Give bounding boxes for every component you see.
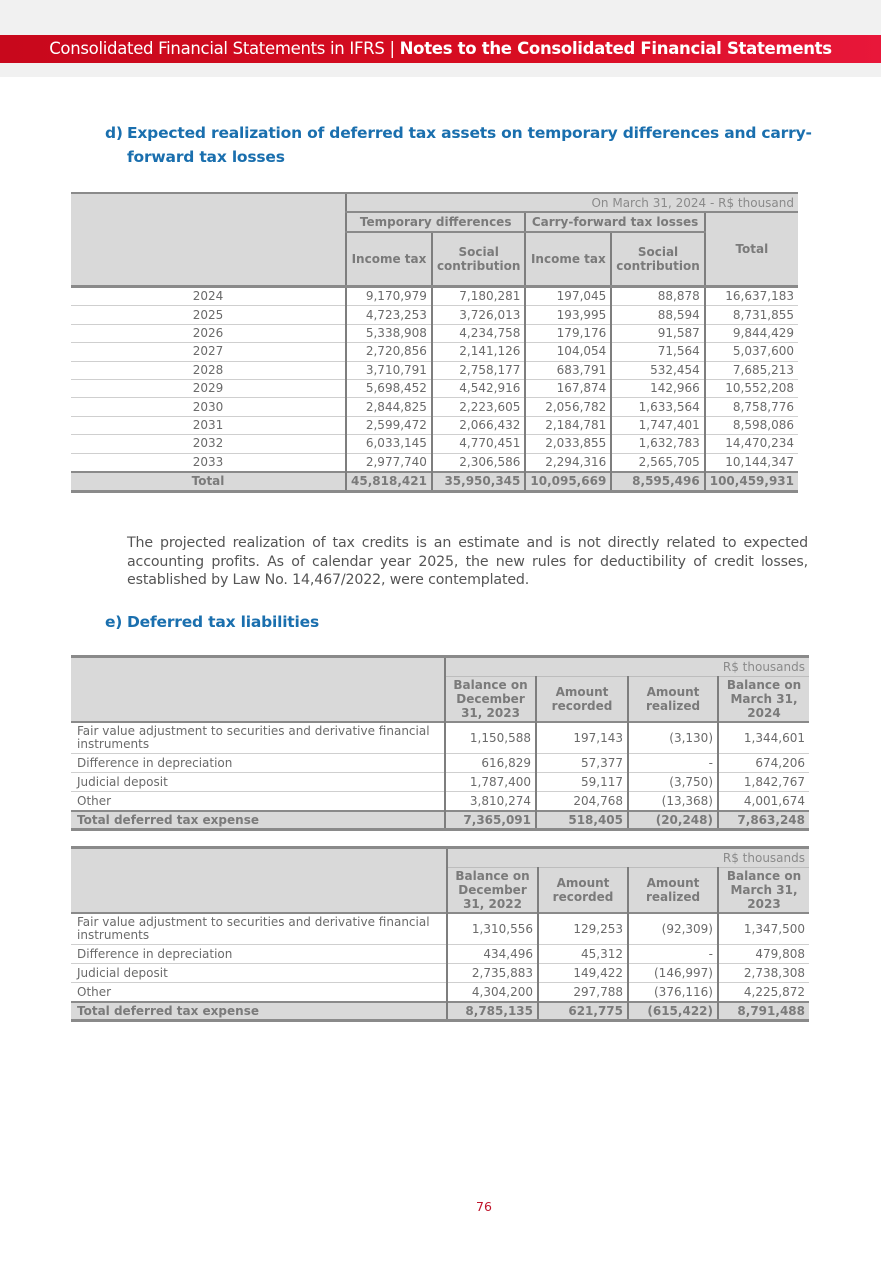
- row-label: Difference in depreciation: [71, 945, 447, 964]
- column-header-opening-balance: Balance on December 31, 2022: [447, 868, 538, 914]
- row-label: Difference in depreciation: [71, 754, 445, 773]
- row-label: Total deferred tax expense: [71, 1002, 447, 1021]
- cell: 4,304,200: [447, 983, 538, 1003]
- cell: 45,818,421: [346, 472, 432, 492]
- section-e-letter: e): [105, 613, 123, 631]
- cell: 4,234,758: [432, 324, 525, 342]
- cell: 4,001,674: [718, 792, 809, 812]
- cell: 59,117: [536, 773, 628, 792]
- deferred-tax-liabilities-table-2024: [71, 655, 809, 831]
- row-year: 2030: [71, 398, 346, 416]
- cell: 2,056,782: [525, 398, 611, 416]
- cell: (3,750): [628, 773, 718, 792]
- cell: 2,033,855: [525, 435, 611, 453]
- cell: 7,685,213: [705, 361, 798, 379]
- cell: 2,184,781: [525, 416, 611, 434]
- column-header-income-tax: Income tax: [525, 232, 611, 287]
- column-header-opening-balance: Balance on December 31, 2023: [445, 677, 536, 723]
- table-row: [71, 343, 798, 361]
- cell: 1,347,500: [718, 913, 809, 945]
- cell: (376,116): [628, 983, 718, 1003]
- cell: (20,248): [628, 811, 718, 830]
- row-year: 2029: [71, 379, 346, 397]
- table-row: [71, 792, 809, 812]
- row-year: 2033: [71, 453, 346, 472]
- cell: 8,598,086: [705, 416, 798, 434]
- cell: 5,698,452: [346, 379, 432, 397]
- column-header-amount-realized: Amount realized: [628, 868, 718, 914]
- header-separator: |: [384, 39, 400, 58]
- cell: 10,144,347: [705, 453, 798, 472]
- cell: -: [628, 754, 718, 773]
- cell: 2,738,308: [718, 964, 809, 983]
- header-left-text: Consolidated Financial Statements in IFRS: [49, 39, 385, 58]
- cell: (3,130): [628, 722, 718, 754]
- column-header-social-contribution: Social contribution: [611, 232, 704, 287]
- cell: (615,422): [628, 1002, 718, 1021]
- deferred-tax-liabilities-table-2023: [71, 846, 809, 1022]
- row-label: Total: [71, 472, 346, 492]
- cell: 8,595,496: [611, 472, 704, 492]
- section-e-title: Deferred tax liabilities: [127, 613, 319, 631]
- cell: 45,312: [538, 945, 628, 964]
- cell: 2,223,605: [432, 398, 525, 416]
- column-header-closing-balance: Balance on March 31, 2024: [718, 677, 809, 723]
- deferred-tax-assets-table: [71, 192, 798, 493]
- table-e-caption: R$ thousands: [445, 657, 809, 677]
- table-row: [71, 983, 809, 1003]
- table-d-caption: On March 31, 2024 - R$ thousand: [346, 193, 798, 212]
- cell: 2,977,740: [346, 453, 432, 472]
- cell: 621,775: [538, 1002, 628, 1021]
- header-underlay: [0, 63, 881, 77]
- cell: 2,141,126: [432, 343, 525, 361]
- cell: 9,170,979: [346, 287, 432, 306]
- cell: 8,731,855: [705, 306, 798, 324]
- row-year: 2026: [71, 324, 346, 342]
- table-row: [71, 379, 798, 397]
- cell: 16,637,183: [705, 287, 798, 306]
- row-label: Judicial deposit: [71, 964, 447, 983]
- cell: (92,309): [628, 913, 718, 945]
- row-year: 2025: [71, 306, 346, 324]
- cell: 4,770,451: [432, 435, 525, 453]
- cell: 167,874: [525, 379, 611, 397]
- cell: 4,542,916: [432, 379, 525, 397]
- column-header-closing-balance: Balance on March 31, 2023: [718, 868, 809, 914]
- table-row: [71, 913, 809, 945]
- cell: 1,842,767: [718, 773, 809, 792]
- cell: 88,594: [611, 306, 704, 324]
- cell: 9,844,429: [705, 324, 798, 342]
- cell: 479,808: [718, 945, 809, 964]
- cell: 674,206: [718, 754, 809, 773]
- row-label: Other: [71, 983, 447, 1003]
- table-d-stub-header: [71, 193, 346, 287]
- cell: 35,950,345: [432, 472, 525, 492]
- table-row: [71, 361, 798, 379]
- cell: 7,180,281: [432, 287, 525, 306]
- header-banner: [0, 35, 881, 63]
- cell: (13,368): [628, 792, 718, 812]
- cell: 8,758,776: [705, 398, 798, 416]
- column-header-amount-recorded: Amount recorded: [536, 677, 628, 723]
- cell: 518,405: [536, 811, 628, 830]
- table-d-total-row: [71, 472, 798, 492]
- cell: 2,066,432: [432, 416, 525, 434]
- cell: 1,633,564: [611, 398, 704, 416]
- cell: 71,564: [611, 343, 704, 361]
- row-year: 2028: [71, 361, 346, 379]
- cell: 57,377: [536, 754, 628, 773]
- cell: 193,995: [525, 306, 611, 324]
- cell: 10,095,669: [525, 472, 611, 492]
- cell: 434,496: [447, 945, 538, 964]
- section-d-heading: [105, 121, 820, 169]
- cell: 1,632,783: [611, 435, 704, 453]
- cell: 532,454: [611, 361, 704, 379]
- table-e-stub-header: [71, 657, 445, 723]
- table-row: [71, 453, 798, 472]
- cell: 2,720,856: [346, 343, 432, 361]
- cell: (146,997): [628, 964, 718, 983]
- table-row: [71, 416, 798, 434]
- cell: 6,033,145: [346, 435, 432, 453]
- table-e-total-row: [71, 1002, 809, 1021]
- cell: 142,966: [611, 379, 704, 397]
- cell: 7,863,248: [718, 811, 809, 830]
- cell: 1,344,601: [718, 722, 809, 754]
- cell: 2,294,316: [525, 453, 611, 472]
- cell: 2,565,705: [611, 453, 704, 472]
- row-year: 2024: [71, 287, 346, 306]
- cell: 616,829: [445, 754, 536, 773]
- cell: 2,735,883: [447, 964, 538, 983]
- section-d-letter: d): [105, 124, 123, 142]
- cell: 179,176: [525, 324, 611, 342]
- row-year: 2027: [71, 343, 346, 361]
- column-header-total: Total: [705, 212, 798, 287]
- row-label: Judicial deposit: [71, 773, 445, 792]
- page-number: 76: [476, 1199, 492, 1214]
- cell: 5,037,600: [705, 343, 798, 361]
- cell: 197,045: [525, 287, 611, 306]
- cell: 4,225,872: [718, 983, 809, 1003]
- section-e-heading: [105, 610, 505, 634]
- column-header-social-contribution: Social contribution: [432, 232, 525, 287]
- cell: 1,747,401: [611, 416, 704, 434]
- table-row: [71, 773, 809, 792]
- cell: 8,785,135: [447, 1002, 538, 1021]
- cell: 1,150,588: [445, 722, 536, 754]
- row-label: Fair value adjustment to securities and derivative financial instruments: [71, 913, 447, 945]
- cell: 2,306,586: [432, 453, 525, 472]
- row-year: 2032: [71, 435, 346, 453]
- table-row: [71, 306, 798, 324]
- column-header-income-tax: Income tax: [346, 232, 432, 287]
- top-margin: [0, 0, 881, 35]
- row-year: 2031: [71, 416, 346, 434]
- cell: 3,726,013: [432, 306, 525, 324]
- cell: 8,791,488: [718, 1002, 809, 1021]
- cell: 100,459,931: [705, 472, 798, 492]
- cell: 5,338,908: [346, 324, 432, 342]
- cell: 149,422: [538, 964, 628, 983]
- row-label: Fair value adjustment to securities and derivative financial instruments: [71, 722, 445, 754]
- cell: 2,758,177: [432, 361, 525, 379]
- row-label: Total deferred tax expense: [71, 811, 445, 830]
- cell: 7,365,091: [445, 811, 536, 830]
- group-header-temporary-differences: Temporary differences: [346, 212, 525, 232]
- table-row: [71, 754, 809, 773]
- cell: 88,878: [611, 287, 704, 306]
- cell: 4,723,253: [346, 306, 432, 324]
- cell: 14,470,234: [705, 435, 798, 453]
- column-header-amount-recorded: Amount recorded: [538, 868, 628, 914]
- cell: 683,791: [525, 361, 611, 379]
- cell: 1,310,556: [447, 913, 538, 945]
- table-e-total-row: [71, 811, 809, 830]
- table-row: [71, 287, 798, 306]
- table-row: [71, 964, 809, 983]
- table-row: [71, 435, 798, 453]
- table-row: [71, 398, 798, 416]
- table-e-caption: R$ thousands: [447, 848, 809, 868]
- table-e-stub-header: [71, 848, 447, 914]
- table-row: [71, 324, 798, 342]
- cell: 129,253: [538, 913, 628, 945]
- cell: 1,787,400: [445, 773, 536, 792]
- cell: 3,710,791: [346, 361, 432, 379]
- body-paragraph: The projected realization of tax credits is an estimate and is not directly related to expected accounting profits. As of calendar year 2025, the new rules for deductibility of credit losses, established by Law No. 14,467/2022, were contemplated.: [127, 535, 808, 588]
- cell: 2,599,472: [346, 416, 432, 434]
- group-header-carry-forward: Carry-forward tax losses: [525, 212, 704, 232]
- cell: 197,143: [536, 722, 628, 754]
- cell: 10,552,208: [705, 379, 798, 397]
- cell: 104,054: [525, 343, 611, 361]
- cell: 3,810,274: [445, 792, 536, 812]
- row-label: Other: [71, 792, 445, 812]
- cell: 91,587: [611, 324, 704, 342]
- cell: 2,844,825: [346, 398, 432, 416]
- header-right-text: Notes to the Consolidated Financial Statements: [399, 39, 832, 58]
- section-d-title: Expected realization of deferred tax assets on temporary differences and carry-forward tax losses: [127, 124, 812, 166]
- cell: 297,788: [538, 983, 628, 1003]
- table-row: [71, 945, 809, 964]
- column-header-amount-realized: Amount realized: [628, 677, 718, 723]
- cell: -: [628, 945, 718, 964]
- table-row: [71, 722, 809, 754]
- cell: 204,768: [536, 792, 628, 812]
